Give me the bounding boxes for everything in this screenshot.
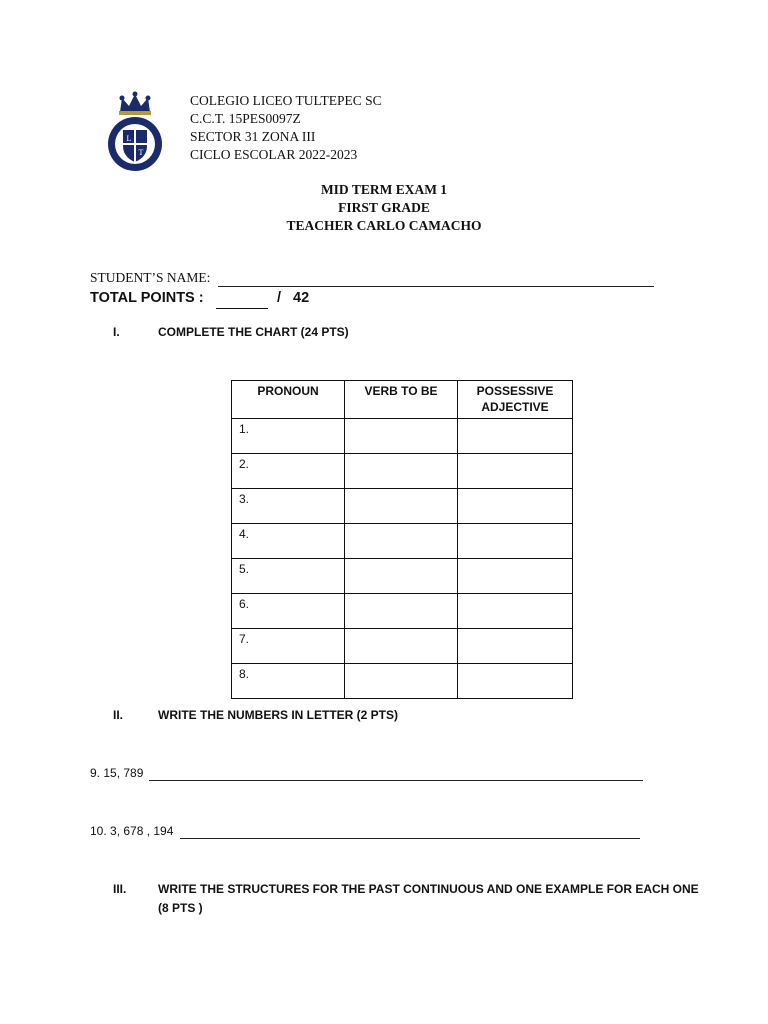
school-cct: C.C.T. 15PES0097Z: [190, 111, 301, 126]
chart-row-number[interactable]: 6.: [232, 594, 345, 629]
section-3-title: WRITE THE STRUCTURES FOR THE PAST CONTINUOUS AND ONE EXAMPLE FOR EACH ONE: [158, 882, 699, 896]
student-name-label: STUDENT’S NAME:: [90, 270, 211, 285]
chart-cell-possessive[interactable]: [458, 524, 573, 559]
chart-header-pronoun: PRONOUN: [232, 381, 345, 419]
school-cycle: CICLO ESCOLAR 2022-2023: [190, 147, 358, 162]
chart-row-number[interactable]: 7.: [232, 629, 345, 664]
section-3-number: III.: [113, 882, 127, 896]
chart-cell-verb[interactable]: [345, 524, 458, 559]
chart-row: [232, 664, 573, 699]
chart-cell-verb[interactable]: [345, 454, 458, 489]
chart-row-number[interactable]: 4.: [232, 524, 345, 559]
total-points-label: TOTAL POINTS :: [90, 290, 204, 306]
chart-row: [232, 559, 573, 594]
chart-cell-possessive[interactable]: [458, 419, 573, 454]
score-slash: /: [277, 290, 282, 306]
chart-row-number[interactable]: 8.: [232, 664, 345, 699]
chart-row-number[interactable]: 1.: [232, 419, 345, 454]
exam-title: MID TERM EXAM 1: [320, 182, 448, 197]
question-10-label: 10. 3, 678 , 194: [90, 824, 174, 838]
chart-row: [232, 629, 573, 664]
question-9-label: 9. 15, 789: [90, 766, 144, 780]
section-1-title: COMPLETE THE CHART (24 PTS): [158, 325, 349, 339]
chart-header-possessive-adjective: POSSESSIVE ADJECTIVE: [458, 381, 573, 419]
chart-row: [232, 524, 573, 559]
chart-row: [232, 419, 573, 454]
question-10-answer-line[interactable]: [180, 838, 640, 839]
chart-cell-possessive[interactable]: [458, 489, 573, 524]
score-max: 42: [293, 290, 310, 306]
section-3-title-line2: (8 PTS ): [158, 901, 203, 915]
school-sector: SECTOR 31 ZONA III: [190, 129, 316, 144]
chart-row-number[interactable]: 2.: [232, 454, 345, 489]
pronoun-chart: [231, 380, 573, 699]
chart-header-verb-to-be: VERB TO BE: [345, 381, 458, 419]
school-name: COLEGIO LICEO TULTEPEC SC: [190, 93, 382, 108]
chart-row-number[interactable]: 5.: [232, 559, 345, 594]
chart-cell-possessive[interactable]: [458, 629, 573, 664]
score-field[interactable]: [216, 308, 268, 309]
chart-row: [232, 454, 573, 489]
chart-cell-verb[interactable]: [345, 419, 458, 454]
chart-cell-possessive[interactable]: [458, 559, 573, 594]
chart-row: [232, 594, 573, 629]
chart-header-row: [232, 381, 573, 419]
chart-cell-verb[interactable]: [345, 489, 458, 524]
question-9-answer-line[interactable]: [149, 780, 643, 781]
svg-text:T: T: [138, 148, 144, 157]
chart-row-number[interactable]: 3.: [232, 489, 345, 524]
chart-cell-verb[interactable]: [345, 664, 458, 699]
student-name-field[interactable]: [218, 286, 654, 287]
section-2-title: WRITE THE NUMBERS IN LETTER (2 PTS): [158, 708, 398, 722]
chart-cell-possessive[interactable]: [458, 594, 573, 629]
section-2-number: II.: [113, 708, 124, 722]
exam-teacher: TEACHER CARLO CAMACHO: [286, 218, 482, 233]
section-1-number: I.: [113, 325, 120, 339]
chart-cell-possessive[interactable]: [458, 454, 573, 489]
chart-cell-verb[interactable]: [345, 594, 458, 629]
chart-row: [232, 489, 573, 524]
chart-cell-possessive[interactable]: [458, 664, 573, 699]
svg-text:L: L: [126, 134, 132, 143]
chart-cell-verb[interactable]: [345, 629, 458, 664]
school-logo: [100, 90, 170, 174]
chart-cell-verb[interactable]: [345, 559, 458, 594]
exam-grade: FIRST GRADE: [338, 200, 430, 215]
